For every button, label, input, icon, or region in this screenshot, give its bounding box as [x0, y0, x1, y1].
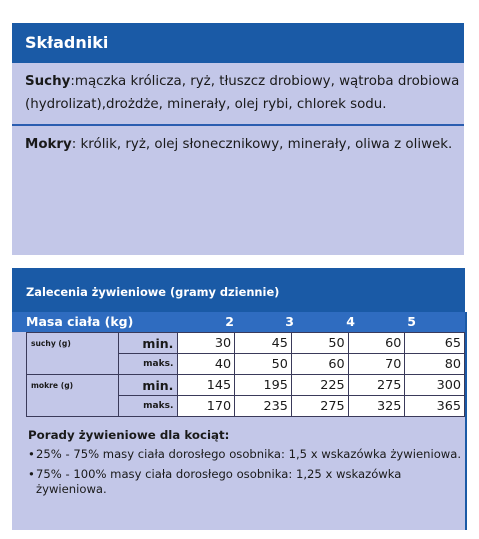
- weight-5: 5: [407, 314, 416, 329]
- weight-6: 6: [468, 314, 477, 329]
- table-cell: 30: [178, 333, 235, 354]
- table-cell: 275: [348, 375, 405, 396]
- ingredients-panel: [12, 23, 464, 255]
- ingredients-title: Składniki: [12, 23, 464, 63]
- table-cell: 195: [235, 375, 292, 396]
- table-cell: 60: [348, 333, 405, 354]
- row-kind: maks.: [119, 396, 178, 417]
- table-cell: 50: [291, 333, 348, 354]
- table-row: [27, 333, 465, 354]
- table-cell: 300: [405, 375, 465, 396]
- table-cell: 145: [178, 375, 235, 396]
- table-cell: 325: [348, 396, 405, 417]
- weight-4: 4: [346, 314, 355, 329]
- table-cell: 225: [291, 375, 348, 396]
- wet-label: Mokry: [25, 137, 72, 152]
- table-cell: 65: [405, 333, 465, 354]
- row-kind: min.: [119, 375, 178, 396]
- table-cell: 170: [178, 396, 235, 417]
- bullet-icon: •: [28, 447, 35, 461]
- weight-2: 2: [225, 314, 234, 329]
- tip-item: [28, 447, 464, 463]
- tips-title: Porady żywieniowe dla kociąt:: [28, 428, 230, 442]
- table-cell: 45: [235, 333, 292, 354]
- table-cell: 235: [235, 396, 292, 417]
- weight-header-row: [12, 312, 477, 332]
- feeding-side-rule: [465, 312, 467, 530]
- food-type-dry: suchy (g): [27, 333, 119, 375]
- weight-label: Masa ciała (kg): [26, 314, 134, 329]
- row-kind: maks.: [119, 354, 178, 375]
- table-cell: 60: [291, 354, 348, 375]
- table-cell: 50: [235, 354, 292, 375]
- food-type-wet: mokre (g): [27, 375, 119, 417]
- wet-text: : królik, ryż, olej słonecznikowy, minerały, oliwa z oliwek.: [71, 137, 453, 152]
- feeding-table: [26, 332, 465, 417]
- dry-ingredients: [12, 63, 464, 116]
- table-cell: 80: [405, 354, 465, 375]
- table-cell: 70: [348, 354, 405, 375]
- table-cell: 40: [178, 354, 235, 375]
- dry-label: Suchy: [25, 74, 71, 89]
- wet-ingredients: [12, 126, 464, 157]
- weight-3: 3: [285, 314, 294, 329]
- bullet-icon: •: [28, 466, 35, 481]
- tip-text: 75% - 100% masy ciała dorosłego osobnika: 1,25 x wskazówka żywieniowa.: [36, 466, 402, 496]
- row-kind: min.: [119, 333, 178, 354]
- feeding-title: Zalecenia żywieniowe (gramy dziennie): [12, 268, 465, 312]
- tip-item: [28, 467, 464, 498]
- table-cell: 275: [291, 396, 348, 417]
- dry-text: :mączka królicza, ryż, tłuszcz drobiowy, wątroba drobiowa (hydrolizat),drożdże, minerały, olej rybi, chlorek sodu.: [25, 74, 460, 112]
- table-cell: 365: [405, 396, 465, 417]
- tip-text: 25% - 75% masy ciała dorosłego osobnika: 1,5 x wskazówka żywieniowa.: [36, 447, 462, 461]
- kitten-tips: [28, 428, 464, 502]
- feeding-panel: [12, 268, 477, 530]
- table-row: [27, 375, 465, 396]
